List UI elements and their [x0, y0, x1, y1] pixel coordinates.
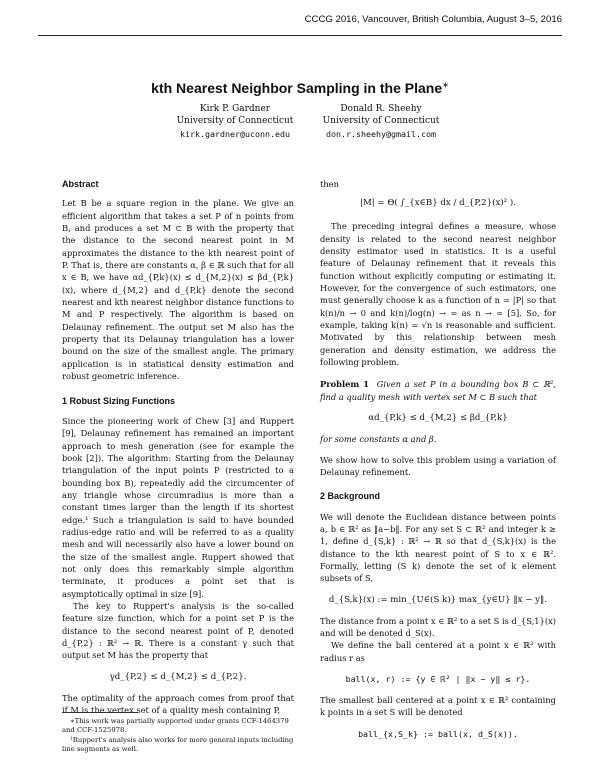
equation: γd_{P,2} ≤ d_{M,2} ≤ d_{P,2}.: [109, 671, 247, 682]
section2-paragraph: We define the ball centered at a point x ∈ ℝ² with radius r as: [320, 640, 556, 663]
problem-statement: [320, 378, 556, 403]
section1-heading: 1 Robust Sizing Functions: [62, 395, 175, 406]
section2-paragraph: The smallest ball centered at a point x ∈ ℝ² containing k points in a set S will be denoted: [320, 694, 556, 718]
abstract-heading: Abstract: [62, 179, 99, 189]
title-footnote-mark: ∗: [442, 80, 449, 90]
author-affiliation: University of Connecticut: [176, 116, 294, 127]
section1-paragraph: The optimality of the approach comes from proof that if M is the vertex set of a quality mesh containing P,: [62, 692, 294, 716]
running-head: CCCG 2016, Vancouver, British Columbia, August 3–5, 2016: [304, 14, 562, 25]
paragraph: We show how to solve this problem using a variation of Delaunay refinement.: [320, 454, 556, 477]
left-column: [62, 178, 294, 716]
footnote: ¹Ruppert's analysis also works for more general inputs including line segments as well.: [62, 735, 294, 753]
section2-heading: 2 Background: [320, 491, 381, 502]
section1-paragraph: Since the pioneering work of Chew [3] and Ruppert [9], Delaunay refinement has remained an important approach to mesh generation (see for example the book [2]). The algorithm: Starting from the Delaunay triangulation of the input points P (restricted to a bounding box B), repeatedly add the circumcenter of any triangle whose circumradius is more than a constant times larger than the length if its shortest edge.¹ Such a triangulation is said to have bounded radius-edge ratio and will be referred to as a quality mesh and will necessarily also have a lower bound on the size of the smallest angle. Ruppert showed that not only does this remarkably simple algorithm terminate, it produces a point set that is asymptotically optimal in size [9].: [62, 415, 294, 599]
footnote-rule: [62, 712, 138, 713]
equation: ball_{x,S_k} := ball(x, d_S(x)).: [358, 728, 518, 739]
section2-paragraph: The distance from a point x ∈ ℝ² to a set S is d_{S,1}(x) and will be denoted d_S(x).: [320, 615, 556, 638]
section1-paragraph: The key to Ruppert's analysis is the so-called feature size function, which for a point set P is the distance to the second nearest point of P, denoted d_{P,2} : ℝ² → ℝ. There is a constant γ such that output set M has the property that: [62, 601, 294, 661]
problem-label: Problem 1: [320, 379, 370, 390]
author-email: don.r.sheehy@gmail.com: [326, 128, 436, 139]
equation: ball(x, r) := {y ∈ ℝ² | ‖x − y‖ ≤ r}.: [345, 673, 531, 684]
problem-text: Given a set P in a bounding box B ⊂ ℝ², find a quality mesh with vertex set M ⊂ B such that: [320, 379, 557, 402]
author-2: [286, 103, 476, 140]
title-text: kth Nearest Neighbor Sampling in the Plane: [151, 80, 443, 96]
header-rule: [38, 35, 562, 36]
equation: |M| = Θ( ∫_{x∈B} dx / d_{P,2}(x)² ).: [360, 198, 516, 209]
equation: d_{S,k}(x) := min_{U∈(S k)} max_{y∈U} ‖x − y‖.: [328, 594, 548, 605]
footnote: ∗This work was partially supported under grants CCF-1464379 and CCF-1525978.: [62, 717, 289, 735]
right-column: [320, 178, 556, 749]
footnotes: [62, 712, 294, 754]
section1-paragraph: The preceding integral defines a measure, whose density is related to the second nearest neighbor density estimator used in statistics. It is a useful feature of Delaunay refinement that it reveals this function without explicitly computing or estimating it. However, for the convergence of such estimators, one must generally choose k as a function of n = |P| so that k(n)/n → 0 and k(n)/log(n) → ∞ as n → ∞ [5]. So, for example, taking k(n) = √n is reasonable and sufficient. Motivated by this relationship between mesh generation and density estimation, we address the following problem.: [320, 221, 556, 368]
author-email: kirk.gardner@uconn.edu: [180, 128, 290, 139]
section2-paragraph: We will denote the Euclidean distance between points a, b ∈ ℝ² as ‖a−b‖. For any set S ⊂ ℝ² and integer k ≥ 1, define d_{S,k} : ℝ² → ℝ so that d_{S,k}(x) is the distance to the kth nearest point of S to x ∈ ℝ². Formally, letting (S k) denote the set of k element subsets of S,: [320, 511, 556, 584]
paper-title: [0, 80, 600, 96]
author-affiliation: University of Connecticut: [322, 116, 440, 127]
section1-paragraph: then: [320, 179, 339, 189]
abstract-text: Let B be a square region in the plane. We give an efficient algorithm that takes a set P of n points from B, and produces a set M ⊂ B with the property that the distance to the second nearest point in M approximates the distance to the kth nearest point of P. That is, there are constants α, β ∈ ℝ such that for all x ∈ B, we have αd_{P,k}(x) ≤ d_{M,2}(x) ≤ βd_{P,k}(x), where d_{M,2} and d_{P,k} denote the second nearest and kth nearest neighbor distance functions to M and P respectively. The algorithm is based on Delaunay refinement. The output set M also has the property that its Delaunay triangulation has a lower bound on the size of the smallest angle. The primary application is in statistical density estimation and robust geometric inference.: [62, 198, 294, 382]
problem-tail: for some constants α and β.: [320, 434, 437, 445]
author-name: Kirk P. Gardner: [199, 104, 271, 114]
author-name: Donald R. Sheehy: [340, 104, 422, 114]
equation: αd_{P,k} ≤ d_{M,2} ≤ βd_{P,k}: [368, 413, 508, 424]
